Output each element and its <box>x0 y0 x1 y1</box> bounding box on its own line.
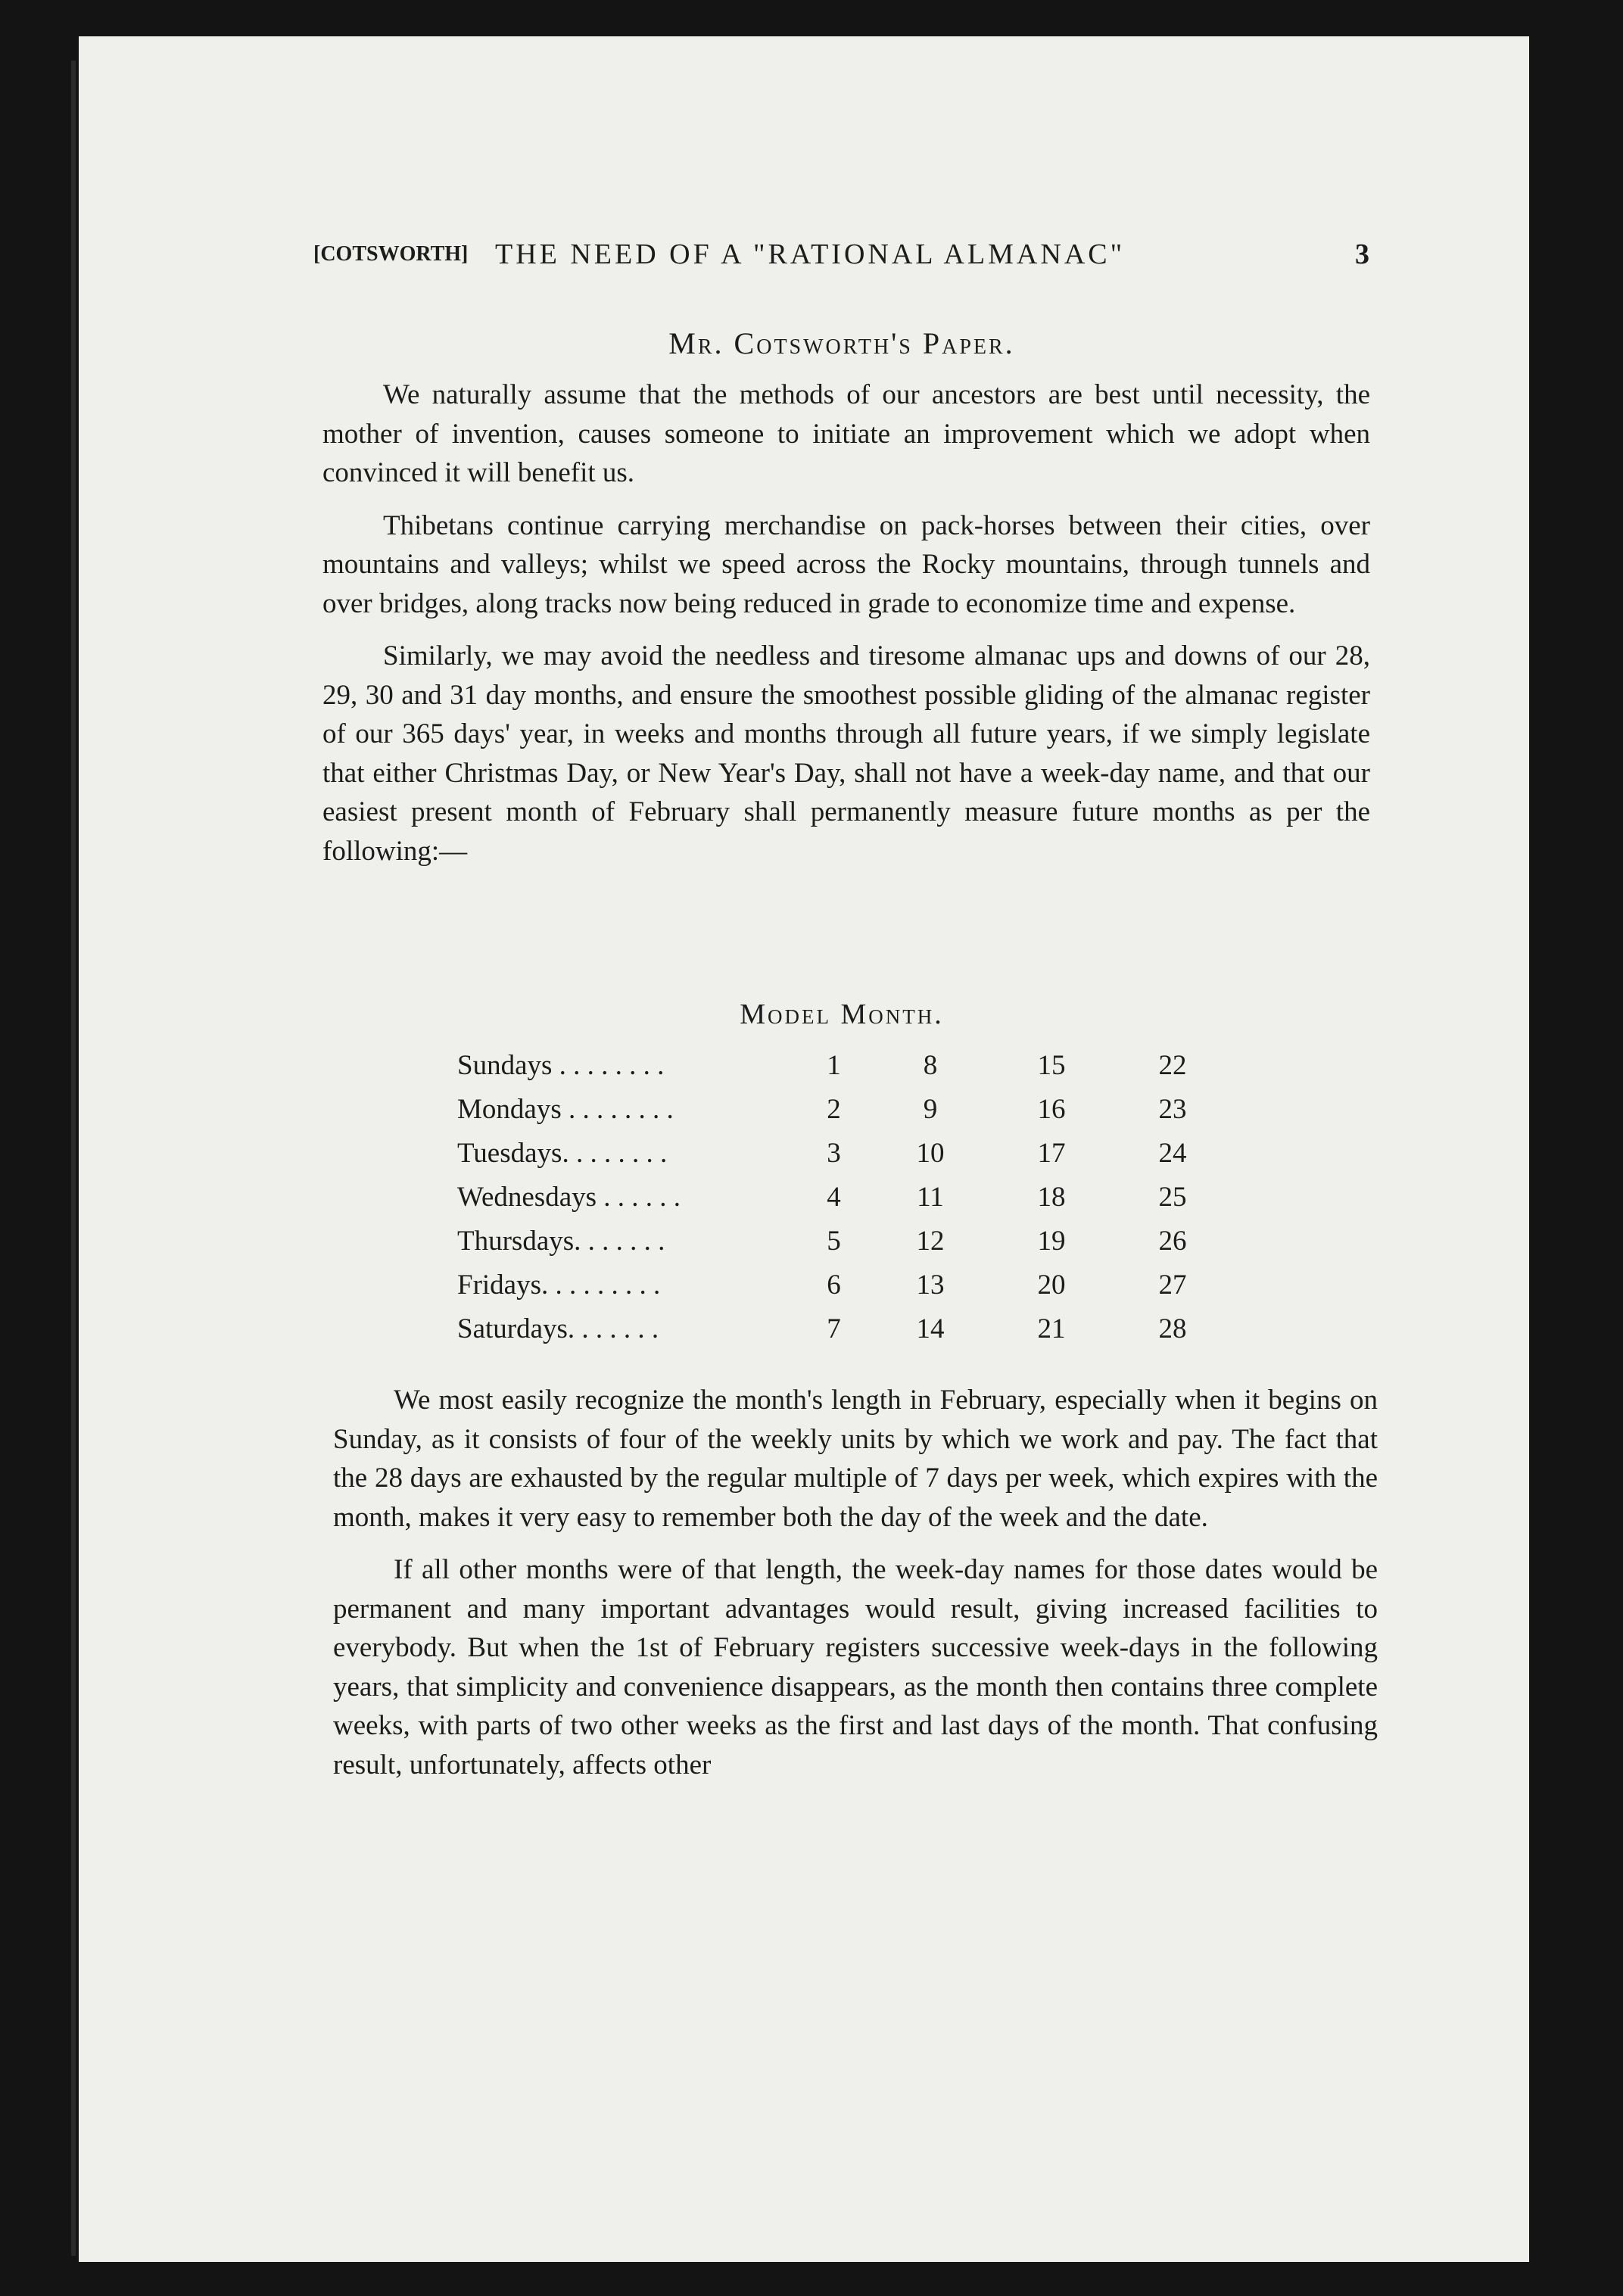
date-cell: 1 <box>827 1049 841 1081</box>
table-row <box>457 1043 1233 1087</box>
date-cell: 19 <box>1037 1225 1066 1257</box>
weekday-label: Fridays. . . . . . . . . <box>457 1269 661 1301</box>
date-cell: 23 <box>1158 1093 1187 1125</box>
date-cell: 18 <box>1037 1181 1066 1213</box>
page-binding-edge <box>71 61 76 2256</box>
header-author: [COTSWORTH] <box>313 242 469 266</box>
date-cell: 14 <box>916 1313 945 1344</box>
date-cell: 9 <box>923 1093 938 1125</box>
date-cell: 13 <box>916 1269 945 1301</box>
header-title: THE NEED OF A "RATIONAL ALMANAC" <box>495 238 1126 270</box>
table-row <box>457 1263 1233 1307</box>
paragraph: If all other months were of that length, the week-day names for those dates would be permanent and many important advantages would result, giving increased facilities to everybody. But when the 1st of February registers successive week-days in the following years, that simplicity and convenience disappears, as the month then contains three complete weeks, with parts of two other weeks as the first and last days of the month. That confusing result, unfortunately, affects other <box>333 1554 1378 1780</box>
body-text-bottom <box>333 1381 1378 1798</box>
date-cell: 6 <box>827 1269 841 1301</box>
date-cell: 24 <box>1158 1137 1187 1169</box>
weekday-label: Thursdays. . . . . . . <box>457 1225 665 1257</box>
date-cell: 20 <box>1037 1269 1066 1301</box>
weekday-label: Saturdays. . . . . . . <box>457 1313 659 1344</box>
document-page <box>79 36 1529 2262</box>
date-cell: 11 <box>917 1181 944 1213</box>
date-cell: 28 <box>1158 1313 1187 1344</box>
date-cell: 16 <box>1037 1093 1066 1125</box>
body-text-top <box>322 375 1370 884</box>
table-row <box>457 1175 1233 1219</box>
paragraph: We naturally assume that the methods of our ancestors are best until necessity, the mother of invention, causes someone to initiate an improvement which we adopt when convinced it will benefit us. <box>322 379 1370 488</box>
paragraph: Similarly, we may avoid the needless and tiresome almanac ups and downs of our 28, 29, 30 and 31 day months, and ensure the smoothest possible gliding of the almanac register of our 365 days' year, in weeks and months through all future years, if we simply legislate that either Christmas Day, or New Year's Day, shall not have a week-day name, and that our easiest present month of February shall permanently measure future months as per the following:— <box>322 640 1370 867</box>
date-cell: 21 <box>1037 1313 1066 1344</box>
weekday-label: Sundays . . . . . . . . <box>457 1049 665 1081</box>
weekday-label: Mondays . . . . . . . . <box>457 1093 674 1125</box>
date-cell: 3 <box>827 1137 841 1169</box>
table-row <box>457 1087 1233 1131</box>
date-cell: 2 <box>827 1093 841 1125</box>
date-cell: 12 <box>916 1225 945 1257</box>
date-cell: 22 <box>1158 1049 1187 1081</box>
table-title: Model Month. <box>740 998 944 1030</box>
model-month-table <box>457 1043 1233 1350</box>
date-cell: 7 <box>827 1313 841 1344</box>
date-cell: 10 <box>916 1137 945 1169</box>
date-cell: 25 <box>1158 1181 1187 1213</box>
page-number: 3 <box>1355 238 1370 270</box>
table-row <box>457 1307 1233 1350</box>
table-row <box>457 1131 1233 1175</box>
weekday-label: Wednesdays . . . . . . <box>457 1181 681 1213</box>
weekday-label: Tuesdays. . . . . . . . <box>457 1137 668 1169</box>
date-cell: 26 <box>1158 1225 1187 1257</box>
paragraph: We most easily recognize the month's length in February, especially when it begins on Sunday, as it consists of four of the weekly units by which we work and pay. The fact that the 28 days are exhausted by the regular multiple of 7 days per week, which expires with the month, makes it very easy to remember both the day of the week and the date. <box>333 1385 1378 1533</box>
section-title: Mr. Cotsworth's Paper. <box>668 326 1015 360</box>
date-cell: 4 <box>827 1181 841 1213</box>
table-row <box>457 1219 1233 1263</box>
date-cell: 8 <box>923 1049 938 1081</box>
date-cell: 5 <box>827 1225 841 1257</box>
paragraph: Thibetans continue carrying merchandise on pack-horses between their cities, over mountains and valleys; whilst we speed across the Rocky mountains, through tunnels and over bridges, along tracks now being reduced in grade to economize time and expense. <box>322 509 1370 619</box>
date-cell: 27 <box>1158 1269 1187 1301</box>
date-cell: 17 <box>1037 1137 1066 1169</box>
date-cell: 15 <box>1037 1049 1066 1081</box>
